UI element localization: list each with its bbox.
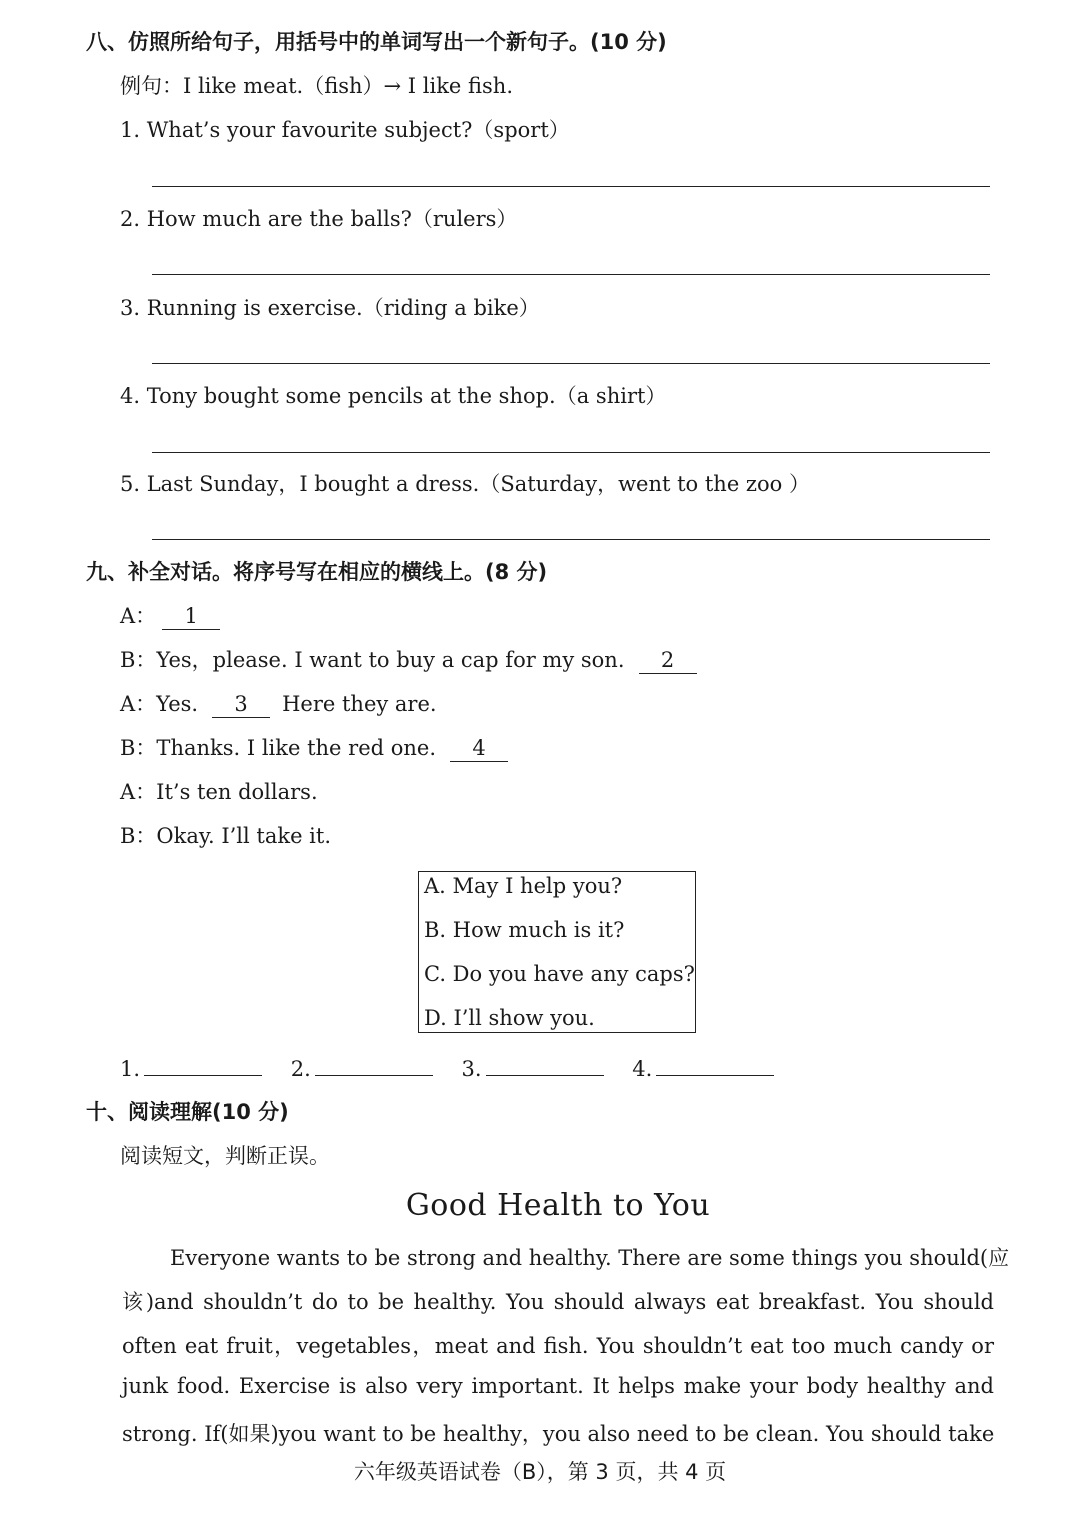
dialog-blank[interactable]: 4 <box>450 736 508 762</box>
passage-line: 该)and shouldn’t do to be healthy. You should always eat breakfast. You should <box>122 1290 994 1314</box>
dialog-text-after: Here they are. <box>282 692 437 716</box>
dialog-line <box>120 604 220 630</box>
option-c: C. Do you have any caps? <box>424 962 695 986</box>
answer-line[interactable] <box>152 539 990 540</box>
answer-blank[interactable] <box>315 1075 433 1076</box>
answer-label: 3. <box>461 1057 482 1081</box>
dialog-blank[interactable]: 3 <box>212 692 270 718</box>
answer-row <box>120 1057 774 1082</box>
option-d: D. I’ll show you. <box>424 1006 595 1030</box>
question-item: 3. Running is exercise.（riding a bike） <box>120 296 540 320</box>
section-10-heading: 十、阅读理解(10 分) <box>86 1100 289 1124</box>
passage-line: Everyone wants to be strong and healthy. There are some things you should(应 <box>170 1246 1010 1270</box>
answer-line[interactable] <box>152 186 990 187</box>
dialog-text: A： <box>120 604 157 628</box>
dialog-blank[interactable]: 1 <box>162 604 220 630</box>
option-a: A. May I help you? <box>424 874 623 898</box>
options-box <box>418 871 696 1033</box>
passage-line: junk food. Exercise is also very important. It helps make your body healthy and <box>122 1374 994 1398</box>
dialog-line <box>120 692 437 718</box>
answer-label: 2. <box>290 1057 311 1081</box>
dialog-line <box>120 648 697 674</box>
question-item: 2. How much are the balls?（rulers） <box>120 207 518 231</box>
section-8-example: 例句：I like meat.（fish）→ I like fish. <box>120 74 514 98</box>
option-b: B. How much is it? <box>424 918 625 942</box>
section-10-instruction: 阅读短文，判断正误。 <box>120 1144 330 1168</box>
answer-blank[interactable] <box>144 1075 262 1076</box>
question-item: 4. Tony bought some pencils at the shop.（a shirt） <box>120 384 667 408</box>
question-item: 1. What’s your favourite subject?（sport） <box>120 118 570 142</box>
dialog-line: B：Okay. I’ll take it. <box>120 824 332 848</box>
dialog-text: B：Thanks. I like the red one. <box>120 736 437 760</box>
answer-line[interactable] <box>152 363 990 364</box>
dialog-text: A：Yes. <box>120 692 199 716</box>
passage-line: strong. If(如果)you want to be healthy，you also need to be clean. You should take <box>122 1422 995 1446</box>
answer-line[interactable] <box>152 274 990 275</box>
section-9-heading: 九、补全对话。将序号写在相应的横线上。(8 分) <box>86 560 548 584</box>
page-footer: 六年级英语试卷（B），第 3 页，共 4 页 <box>353 1460 727 1484</box>
passage-line: often eat fruit，vegetables，meat and fish. You shouldn’t eat too much candy or <box>122 1334 994 1358</box>
question-item: 5. Last Sunday，I bought a dress.（Saturday，went to the zoo ） <box>120 472 810 496</box>
dialog-text: B：Yes，please. I want to buy a cap for my son. <box>120 648 625 672</box>
section-8-heading: 八、仿照所给句子，用括号中的单词写出一个新句子。(10 分) <box>86 30 667 54</box>
answer-line[interactable] <box>152 452 990 453</box>
dialog-line: A：It’s ten dollars. <box>120 780 318 804</box>
answer-label: 4. <box>632 1057 653 1081</box>
answer-blank[interactable] <box>656 1075 774 1076</box>
answer-label: 1. <box>120 1057 141 1081</box>
dialog-line <box>120 736 508 762</box>
answer-blank[interactable] <box>486 1075 604 1076</box>
dialog-blank[interactable]: 2 <box>639 648 697 674</box>
passage-title: Good Health to You <box>405 1188 711 1223</box>
